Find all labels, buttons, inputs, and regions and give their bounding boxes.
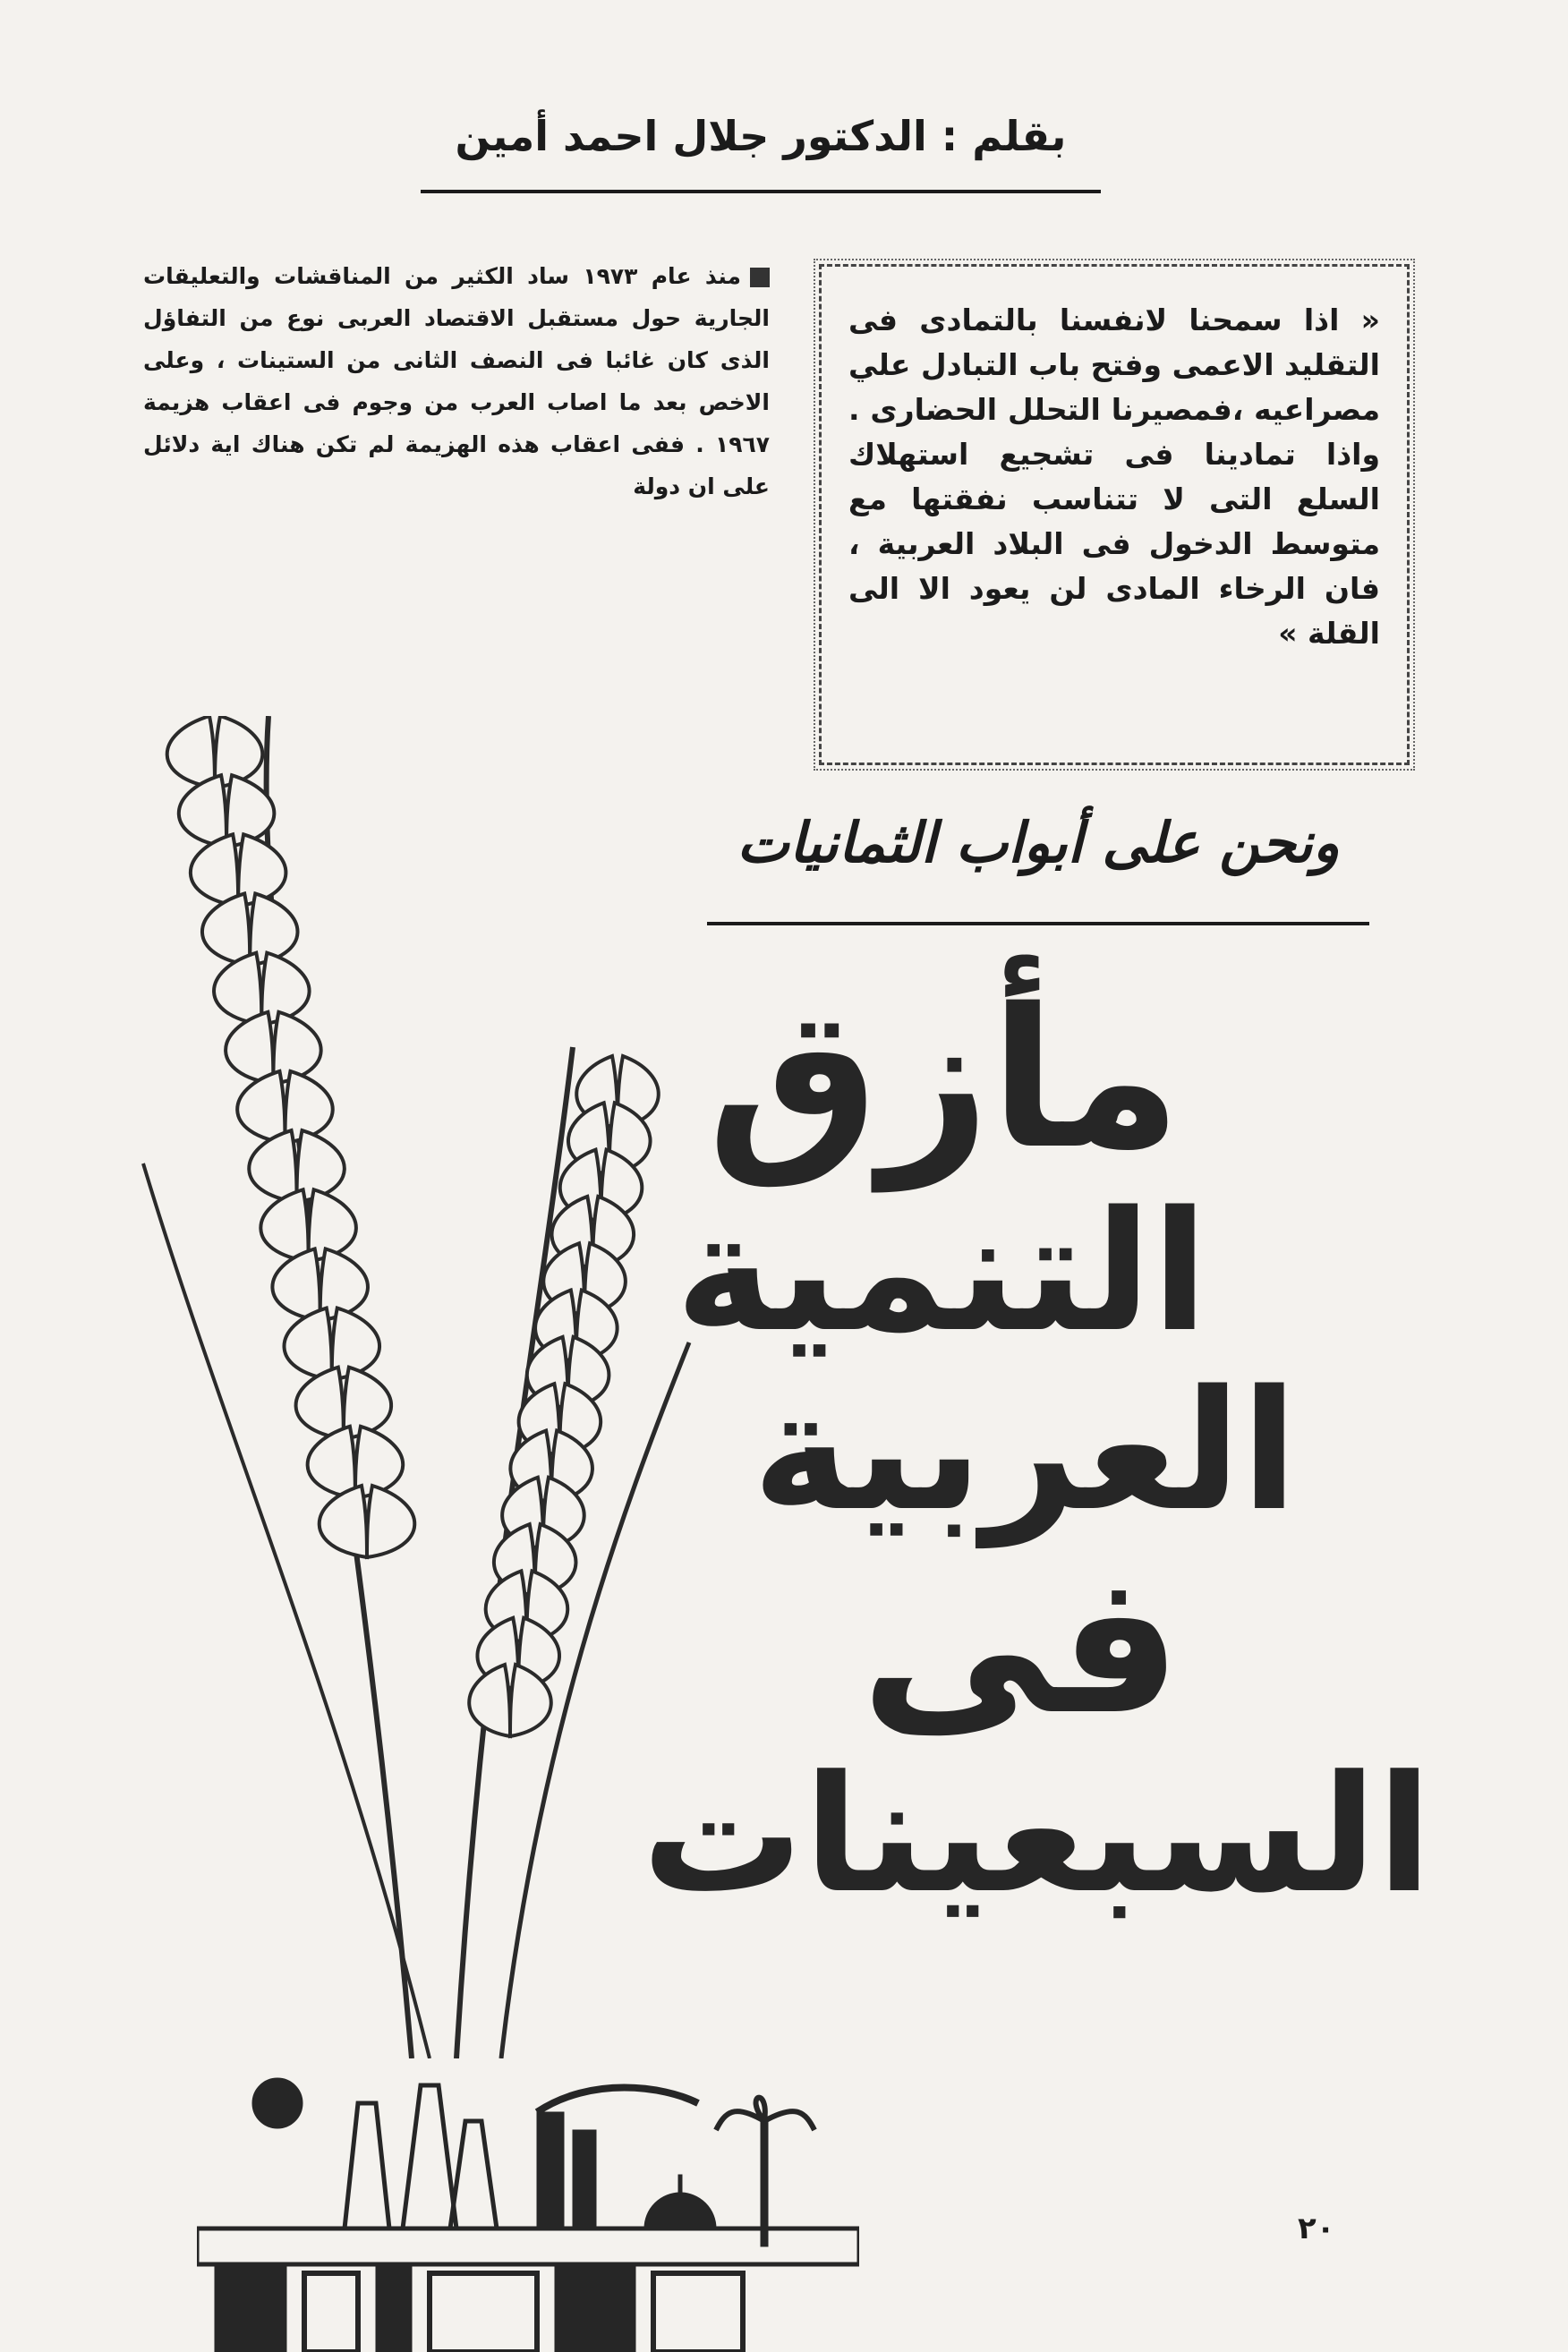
- pull-quote-text: « اذا سمحنا لانفسنا بالتمادى فى التقليد الاعمى وفتح باب التبادل علي مصراعيه ،فمصيرنا التحلل الحضارى . واذا تمادينا فى تشجيع استهلاك السلع التى لا تتناسب نفقتها مع متوسط الدخول فى البلاد العربية ، فان الرخاء المادى لن يعود الا الى القلة »: [848, 303, 1380, 651]
- author-byline: بقلم : الدكتور جلال احمد أمين: [455, 112, 1067, 160]
- wheat-grain: [367, 1486, 414, 1557]
- wheat-grain: [260, 1189, 308, 1261]
- headline-line-1: مأزق: [707, 967, 1181, 1191]
- wheat-grain: [320, 1486, 367, 1557]
- headline-line-3: العربية: [752, 1353, 1298, 1547]
- wheat-grain: [469, 1665, 510, 1736]
- headline-line-4: فى: [860, 1531, 1181, 1757]
- city-skyline-illustration: [197, 2049, 859, 2352]
- sun-icon: [252, 2078, 303, 2128]
- article-subtitle: ونحن على أبواب الثمانيات: [737, 810, 1340, 875]
- wheat-grain: [237, 1071, 285, 1143]
- wheat-grain: [226, 1012, 273, 1084]
- pull-quote-box: [819, 264, 1410, 765]
- headline-line-2: التنمية: [675, 1175, 1208, 1369]
- intro-text: منذ عام ١٩٧٣ ساد الكثير من المناقشات والتعليقات الجارية حول مستقبل الاقتصاد العربى نوع من التفاؤل الذى كان غائبا فى النصف الثانى من الستينات ، وعلى الاخص بعد ما اصاب العرب من وجوم فى اعقاب هزيمة ١٩٦٧ . ففى اعقاب هذه الهزيمة لم تكن هناك اية دلائل على ان دولة: [143, 263, 770, 499]
- wheat-grain: [249, 1130, 296, 1202]
- headline: [591, 967, 1450, 1929]
- wheat-grain: [191, 834, 238, 906]
- paragraph-marker-icon: [750, 268, 770, 287]
- subtitle-underline: [707, 922, 1369, 925]
- byline-underline: [421, 190, 1101, 193]
- wheat-grain: [284, 1308, 331, 1380]
- intro-paragraph: [143, 255, 770, 507]
- wheat-grain: [214, 953, 261, 1025]
- wheat-grain: [296, 1368, 344, 1439]
- wheat-ear-left: [167, 716, 415, 1557]
- wheat-grain: [167, 716, 215, 788]
- headline-line-5: السبعينات: [642, 1741, 1432, 1929]
- page-number: ٢٠: [1298, 2211, 1335, 2246]
- wheat-grain: [179, 775, 226, 847]
- wheat-grain: [308, 1427, 355, 1498]
- wheat-grain: [272, 1248, 320, 1320]
- wheat-grain: [202, 893, 250, 965]
